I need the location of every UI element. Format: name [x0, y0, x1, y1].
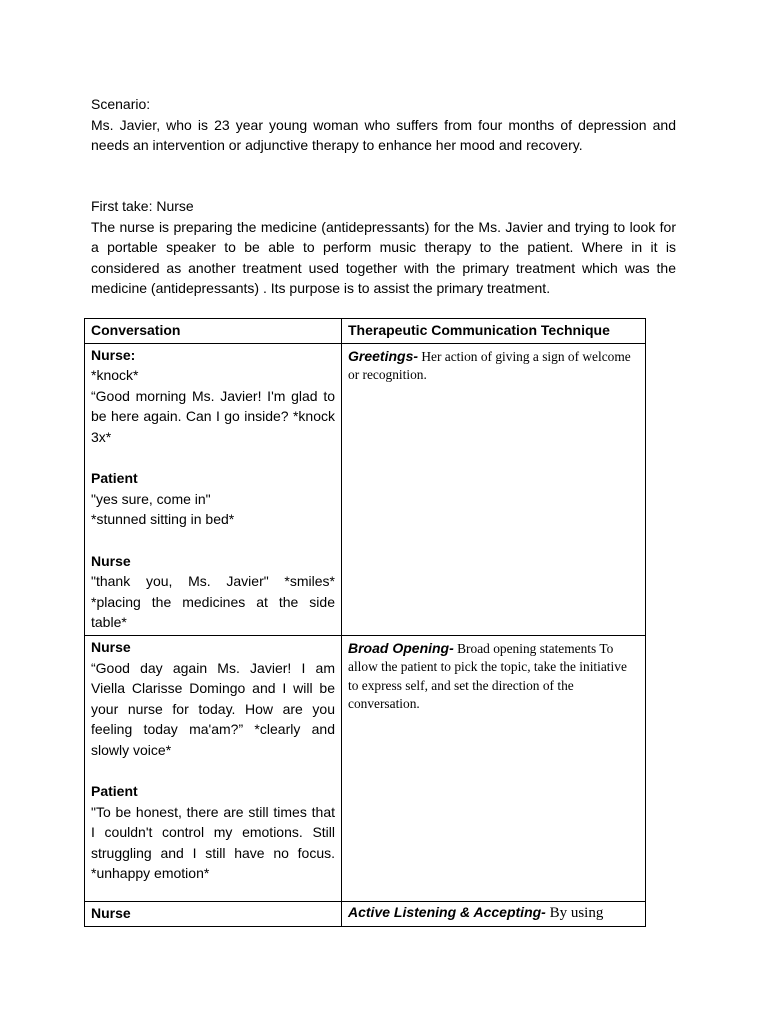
action-text: *stunned sitting in bed* — [91, 511, 235, 528]
first-take-heading: First take: Nurse — [91, 198, 194, 214]
technique-name: Greetings- — [348, 347, 419, 364]
technique-name: Broad Opening- — [348, 639, 454, 656]
scenario-heading: Scenario: — [91, 96, 151, 112]
conversation-cell — [85, 343, 342, 635]
scenario-section — [91, 94, 676, 156]
speech-text: "thank you, Ms. Javier" *smiles* *placing the medicines at the side table* — [91, 573, 335, 631]
conversation-cell — [85, 901, 342, 926]
technique-description: Broad opening statements To allow the patient to pick the topic, take the initiative to express self, and set the direction of the conversation. — [348, 640, 627, 712]
table-row — [85, 635, 646, 901]
speaker-label: Nurse: — [91, 346, 136, 363]
conversation-cell — [85, 635, 342, 901]
speaker-label: Nurse — [91, 638, 131, 655]
first-take-text: The nurse is preparing the medicine (antidepressants) for the Ms. Javier and trying to look for a portable speaker to be able to perform music therapy to the patient. Where in it is considered as another treatment used together with the primary treatment which was the medicine (antidepressants) . Its purpose is to assist the primary treatment. — [91, 218, 676, 297]
technique-name: Active Listening & Accepting- — [348, 903, 546, 920]
action-text: *knock* — [91, 367, 139, 384]
table-header-row — [85, 319, 646, 344]
speaker-label: Nurse — [91, 904, 131, 921]
table-row — [85, 343, 646, 635]
technique-description: Her action of giving a sign of welcome or recognition. — [348, 348, 631, 382]
speech-text: "To be honest, there are still times that I couldn't control my emotions. Still struggling and I still have no focus. *unhappy emotion* — [91, 803, 335, 882]
speaker-label: Patient — [91, 470, 138, 487]
speech-text: “Good morning Ms. Javier! I'm glad to be here again. Can I go inside? *knock 3x* — [91, 387, 335, 445]
technique-cell — [342, 343, 646, 635]
conversation-table — [84, 318, 646, 927]
scenario-text: Ms. Javier, who is 23 year young woman who suffers from four months of depression and needs an intervention or adjunctive therapy to enhance her mood and recovery. — [91, 116, 676, 154]
speech-text: "yes sure, come in" — [91, 490, 211, 507]
header-technique: Therapeutic Communication Technique — [342, 319, 646, 344]
header-conversation: Conversation — [85, 319, 342, 344]
table-row — [85, 901, 646, 926]
technique-cell — [342, 635, 646, 901]
first-take-section — [91, 196, 676, 299]
speech-text: “Good day again Ms. Javier! I am Viella Clarisse Domingo and I will be your nurse for today. How are you feeling today ma'am?” *clearly and slowly voice* — [91, 659, 335, 758]
speaker-label: Nurse — [91, 552, 131, 569]
technique-cell — [342, 901, 646, 926]
technique-description: By using — [545, 904, 604, 921]
speaker-label: Patient — [91, 783, 138, 800]
